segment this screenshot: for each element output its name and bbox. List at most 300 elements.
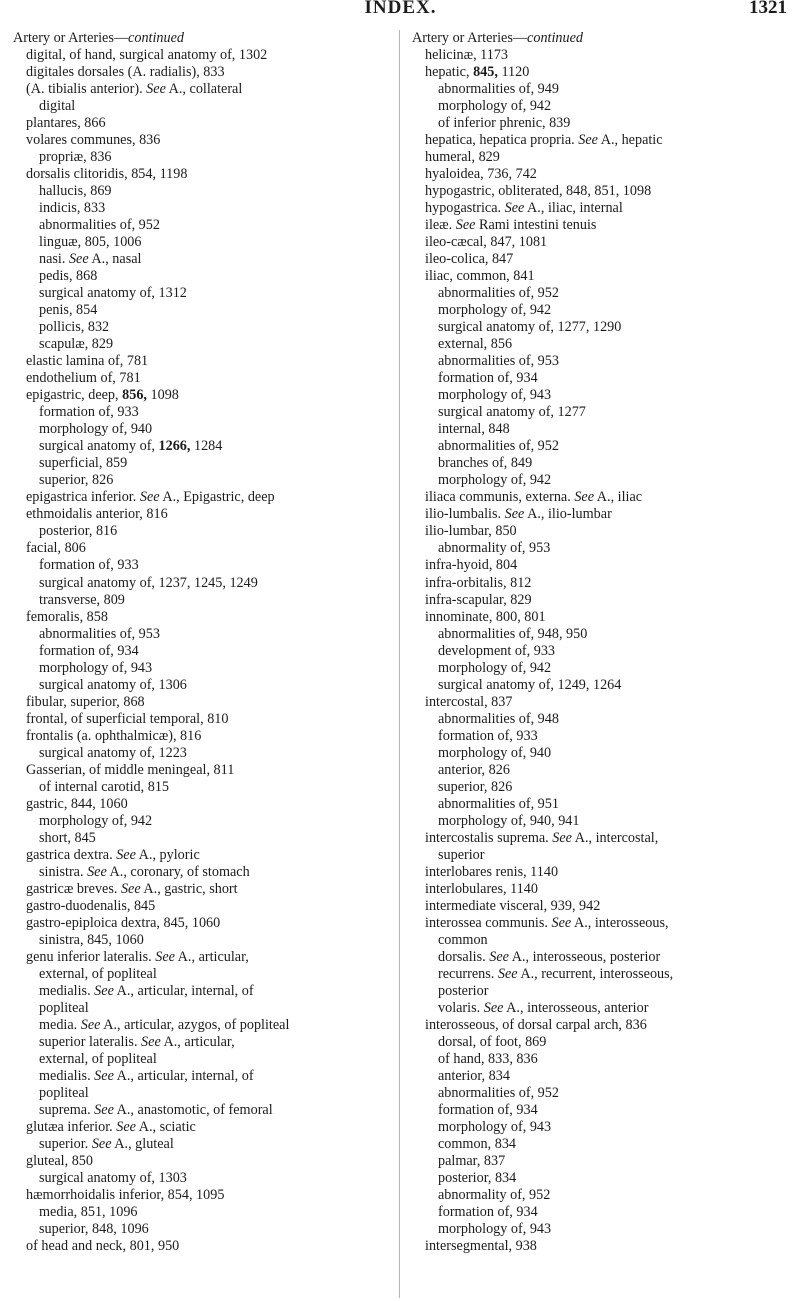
index-entry: [412, 677, 790, 694]
index-entry: [13, 660, 391, 677]
index-entry-text: gastricæ breves.: [26, 880, 121, 897]
index-entry-text: intercostalis suprema.: [425, 829, 553, 846]
index-entry: [412, 609, 790, 626]
column-divider: [399, 30, 400, 1298]
index-entry-text: gastro-duodenalis, 845: [26, 897, 156, 914]
index-entry: [13, 183, 391, 200]
index-entry: [412, 285, 790, 302]
index-entry: [412, 387, 790, 404]
index-entry: [412, 81, 790, 98]
index-entry-text: Artery or Arteries—: [412, 30, 528, 46]
index-entry: [412, 30, 790, 47]
index-entry-tail: A., gluteal: [111, 1136, 174, 1153]
index-entry: [13, 898, 391, 915]
index-entry: [13, 370, 391, 387]
index-entry-text: formation of, 933: [438, 727, 538, 744]
continued-label: continued: [527, 30, 583, 46]
index-entry: [412, 302, 790, 319]
index-entry-text: iliaca communis, externa.: [425, 489, 575, 506]
index-entry: [13, 609, 391, 626]
index-entry: [13, 575, 391, 592]
index-entry: [412, 847, 790, 864]
index-entry: [13, 711, 391, 728]
index-entry-text: surgical anatomy of, 1306: [39, 676, 187, 693]
index-entry-text: femoralis, 858: [26, 608, 108, 625]
index-entry: [13, 1221, 391, 1238]
see-reference: See: [91, 1136, 112, 1153]
index-entry: [13, 557, 391, 574]
index-entry: [412, 660, 790, 677]
index-entry-tail: A., interosseous, posterior: [508, 948, 661, 965]
index-entry: [412, 1187, 790, 1204]
index-entry-text: surgical anatomy of,: [39, 438, 159, 455]
index-entry: [13, 966, 391, 983]
index-entry-text: gastric, 844, 1060: [26, 795, 128, 812]
index-entry-text: frontalis (a. ophthalmicæ), 816: [26, 727, 202, 744]
index-entry-tail: 1284: [190, 438, 223, 455]
index-entry-text: transverse, 809: [39, 591, 125, 608]
index-entry-tail: A., intercostal,: [571, 829, 659, 846]
index-entry: [13, 268, 391, 285]
principal-page-ref: 856,: [122, 387, 147, 404]
index-entry-text: pedis, 868: [39, 268, 98, 285]
index-entry: [13, 1051, 391, 1068]
index-entry: [13, 81, 391, 98]
index-entry: [412, 881, 790, 898]
index-entry: [13, 813, 391, 830]
index-entry: [13, 302, 391, 319]
index-entry-text: dorsalis clitoridis, 854, 1198: [26, 166, 188, 183]
index-entry-text: elastic lamina of, 781: [26, 353, 149, 370]
index-entry: [13, 626, 391, 643]
index-entry: [13, 983, 391, 1000]
index-entry-text: gastrica dextra.: [26, 846, 117, 863]
see-reference: See: [455, 217, 476, 234]
index-entry: [13, 489, 391, 506]
index-entry-text: Gasserian, of middle meningeal, 811: [26, 761, 235, 778]
index-entry: [13, 796, 391, 813]
page-number: 1321: [749, 0, 787, 18]
index-entry-text: formation of, 934: [438, 1204, 538, 1221]
index-entry: [13, 694, 391, 711]
index-entry-text: hypogastrica.: [425, 200, 505, 217]
index-entry-text: penis, 854: [39, 302, 98, 319]
index-entry: [13, 1204, 391, 1221]
index-entry: [412, 813, 790, 830]
index-entry-text: volaris.: [438, 999, 484, 1016]
index-entry-text: surgical anatomy of, 1223: [39, 744, 187, 761]
index-entry-text: common, 834: [438, 1136, 517, 1153]
index-entry: [13, 217, 391, 234]
index-entry-text: morphology of, 943: [438, 1119, 552, 1135]
index-entry-text: epigastrica inferior.: [26, 489, 140, 506]
index-entry-tail: A., iliac, internal: [524, 200, 623, 217]
index-entry: [412, 1204, 790, 1221]
index-entry-text: media.: [39, 1016, 81, 1033]
see-reference: See: [68, 251, 89, 268]
index-entry-text: morphology of, 940: [39, 421, 153, 438]
index-entry-tail: A., articular,: [160, 1033, 235, 1050]
index-entry-text: external, of popliteal: [39, 1050, 157, 1067]
see-reference: See: [139, 489, 160, 506]
index-entry: [412, 711, 790, 728]
index-entry: [412, 234, 790, 251]
index-entry-text: abnormalities of, 951: [438, 795, 559, 812]
index-entry-tail: A., articular, azygos, of popliteal: [100, 1016, 290, 1033]
index-entry-text: scapulæ, 829: [39, 336, 114, 353]
index-entry-text: common: [438, 931, 488, 948]
index-entry-tail: A., gastric, short: [140, 880, 238, 897]
index-entry-tail: Rami intestini tenuis: [475, 217, 597, 234]
index-entry-text: internal, 848: [438, 421, 510, 438]
index-entry-text: of inferior phrenic, 839: [438, 115, 571, 132]
index-entry: [13, 98, 391, 115]
index-entry-text: nasi.: [39, 251, 69, 268]
index-entry: [412, 643, 790, 660]
index-entry: [13, 455, 391, 472]
index-entry: [13, 915, 391, 932]
index-entry: [412, 762, 790, 779]
continued-label: continued: [128, 30, 184, 46]
index-entry-text: abnormalities of, 948, 950: [438, 625, 588, 642]
index-entry-text: formation of, 934: [438, 1101, 538, 1118]
index-entry-text: morphology of, 943: [438, 387, 552, 404]
index-entry-text: surgical anatomy of, 1249, 1264: [438, 676, 622, 693]
index-column-right: [412, 30, 790, 1255]
index-entry-text: abnormalities of, 952: [39, 217, 160, 234]
see-reference: See: [574, 489, 595, 506]
index-entry: [412, 336, 790, 353]
index-entry: [13, 472, 391, 489]
index-entry: [412, 200, 790, 217]
index-entry-text: infra-orbitalis, 812: [425, 574, 532, 591]
index-entry-text: humeral, 829: [425, 149, 500, 166]
index-entry-text: dorsalis.: [438, 948, 490, 965]
index-entry-text: surgical anatomy of, 1277, 1290: [438, 319, 622, 336]
see-reference: See: [504, 200, 525, 217]
index-entry-text: recurrens.: [438, 965, 498, 982]
index-entry-text: epigastric, deep,: [26, 387, 123, 404]
index-entry: [13, 1119, 391, 1136]
index-entry-text: ilio-lumbar, 850: [425, 523, 517, 540]
index-entry: [412, 438, 790, 455]
index-entry-tail: A., articular, internal, of: [113, 982, 254, 999]
index-entry-text: intercostal, 837: [425, 693, 513, 710]
index-entry: [13, 421, 391, 438]
see-reference: See: [155, 948, 175, 965]
index-entry: [13, 30, 391, 47]
index-entry-tail: A., coronary, of stomach: [106, 863, 250, 880]
see-reference: See: [120, 880, 141, 897]
index-entry-text: frontal, of superficial temporal, 810: [26, 710, 229, 727]
index-entry: [412, 915, 790, 932]
index-entry: [412, 540, 790, 557]
index-entry-text: posterior, 816: [39, 523, 118, 540]
index-entry: [412, 353, 790, 370]
index-entry-text: posterior: [438, 982, 489, 999]
principal-page-ref: 1266,: [158, 438, 191, 455]
index-entry-text: posterior, 834: [438, 1170, 517, 1187]
index-entry: [13, 779, 391, 796]
index-entry: [412, 472, 790, 489]
index-entry: [13, 1085, 391, 1102]
index-entry-text: infra-hyoid, 804: [425, 557, 518, 574]
index-entry: [13, 115, 391, 132]
index-entry: [13, 1017, 391, 1034]
index-entry: [412, 149, 790, 166]
index-entry-tail: A., anastomotic, of femoral: [113, 1101, 273, 1118]
index-entry: [412, 319, 790, 336]
index-entry: [13, 1238, 391, 1255]
index-entry-text: development of, 933: [438, 642, 556, 659]
index-entry-text: innominate, 800, 801: [425, 608, 546, 625]
index-entry-tail: A., iliac: [594, 489, 643, 506]
index-entry: [13, 285, 391, 302]
index-entry-text: ileo-colica, 847: [425, 251, 514, 268]
index-entry-text: anterior, 826: [438, 761, 510, 778]
index-entry-text: formation of, 933: [39, 404, 139, 421]
index-entry-text: helicinæ, 1173: [425, 47, 509, 64]
index-entry-text: linguæ, 805, 1006: [39, 234, 142, 251]
index-entry: [13, 506, 391, 523]
index-entry: [13, 1153, 391, 1170]
index-entry-text: short, 845: [39, 829, 96, 846]
index-entry: [13, 949, 391, 966]
index-entry: [412, 1000, 790, 1017]
see-reference: See: [94, 1067, 114, 1084]
index-entry-text: popliteal: [39, 999, 89, 1016]
index-entry-text: formation of, 934: [438, 370, 538, 387]
index-entry-text: superficial, 859: [39, 455, 128, 472]
index-entry: [13, 251, 391, 268]
index-entry-text: intermediate visceral, 939, 942: [425, 897, 601, 914]
index-entry: [412, 1136, 790, 1153]
index-entry-tail: A., ilio-lumbar: [524, 506, 612, 523]
index-entry: [412, 166, 790, 183]
index-entry: [13, 643, 391, 660]
index-entry: [13, 762, 391, 779]
index-entry-text: abnormalities of, 952: [438, 1084, 559, 1101]
see-reference: See: [489, 948, 509, 965]
index-entry-text: ileæ.: [425, 217, 456, 234]
index-entry-text: digital, of hand, surgical anatomy of, 1302: [26, 47, 268, 64]
index-entry: [13, 830, 391, 847]
index-entry: [412, 626, 790, 643]
index-entry-text: infra-scapular, 829: [425, 591, 532, 608]
index-entry-text: external, of popliteal: [39, 965, 157, 982]
index-entry: [13, 319, 391, 336]
index-entry: [412, 983, 790, 1000]
running-title: INDEX.: [364, 0, 437, 18]
index-entry-text: abnormalities of, 953: [39, 625, 160, 642]
index-entry: [412, 796, 790, 813]
index-entry-text: hyaloidea, 736, 742: [425, 166, 537, 183]
index-entry-text: hypogastric, obliterated, 848, 851, 1098: [425, 183, 652, 200]
index-entry-text: ilio-lumbalis.: [425, 506, 505, 523]
index-entry-text: superior, 848, 1096: [39, 1221, 149, 1238]
index-entry-text: digital: [39, 98, 76, 115]
see-reference: See: [94, 982, 114, 999]
index-entry: [13, 387, 391, 404]
index-entry: [13, 64, 391, 81]
index-entry-text: ethmoidalis anterior, 816: [26, 506, 168, 523]
index-entry-text: indicis, 833: [39, 200, 106, 217]
index-entry-text: medialis.: [39, 1067, 95, 1084]
index-entry-tail: A., nasal: [88, 251, 142, 268]
index-entry: [412, 132, 790, 149]
index-entry: [412, 1017, 790, 1034]
index-entry-text: morphology of, 942: [438, 302, 552, 319]
index-entry: [412, 1102, 790, 1119]
index-entry-text: gastro-epiploica dextra, 845, 1060: [26, 914, 221, 931]
index-entry: [412, 949, 790, 966]
index-entry-text: morphology of, 942: [39, 812, 153, 829]
index-entry-text: gluteal, 850: [26, 1153, 93, 1170]
index-entry: [13, 881, 391, 898]
index-entry: [13, 745, 391, 762]
index-entry-text: abnormality of, 952: [438, 1187, 551, 1204]
index-entry: [412, 1153, 790, 1170]
index-entry-text: hæmorrhoidalis inferior, 854, 1095: [26, 1187, 225, 1204]
index-entry: [412, 1119, 790, 1136]
index-entry-text: superior, 826: [39, 472, 114, 489]
index-column-left: [13, 30, 391, 1255]
index-entry-text: ileo-cæcal, 847, 1081: [425, 234, 548, 251]
index-entry-text: digitales dorsales (A. radialis), 833: [26, 64, 225, 81]
index-entry: [412, 557, 790, 574]
index-entry-text: morphology of, 940, 941: [438, 812, 580, 829]
index-entry-text: plantares, 866: [26, 115, 106, 132]
index-entry-text: genu inferior lateralis.: [26, 948, 156, 965]
index-entry-text: morphology of, 943: [39, 659, 153, 676]
index-entry: [412, 506, 790, 523]
index-entry-text: endothelium of, 781: [26, 370, 141, 387]
index-entry-tail: A., articular,: [174, 948, 249, 965]
see-reference: See: [116, 1119, 136, 1135]
index-entry: [412, 966, 790, 983]
index-entry-text: hallucis, 869: [39, 183, 112, 200]
index-entry: [412, 728, 790, 745]
see-reference: See: [497, 965, 518, 982]
index-entry-tail: A., articular, internal, of: [113, 1067, 254, 1084]
index-entry: [13, 523, 391, 540]
index-entry: [412, 1221, 790, 1238]
see-reference: See: [141, 1033, 161, 1050]
index-entry-text: morphology of, 940: [438, 744, 552, 761]
index-entry-text: iliac, common, 841: [425, 268, 535, 285]
index-entry-text: pollicis, 832: [39, 319, 110, 336]
index-entry-text: of hand, 833, 836: [438, 1050, 538, 1067]
index-entry-text: of internal carotid, 815: [39, 778, 170, 795]
index-entry: [13, 847, 391, 864]
index-entry: [412, 830, 790, 847]
index-entry-tail: A., interosseous, anterior: [503, 999, 649, 1016]
index-entry-text: external, 856: [438, 336, 513, 353]
index-entry-text: sinistra, 845, 1060: [39, 931, 144, 948]
index-entry-text: morphology of, 943: [438, 1221, 552, 1238]
index-entry-text: surgical anatomy of, 1303: [39, 1170, 187, 1187]
see-reference: See: [146, 81, 166, 98]
index-entry: [412, 1170, 790, 1187]
index-entry: [13, 592, 391, 609]
index-entry-tail: A., sciatic: [135, 1119, 196, 1135]
index-entry-text: abnormalities of, 948: [438, 710, 559, 727]
index-entry: [412, 779, 790, 796]
index-entry: [412, 404, 790, 421]
see-reference: See: [94, 1101, 114, 1118]
index-entry: [13, 47, 391, 64]
index-entry-text: abnormalities of, 952: [438, 438, 559, 455]
index-entry: [13, 1136, 391, 1153]
index-entry: [412, 1051, 790, 1068]
index-entry-tail: A., interosseous,: [571, 914, 669, 931]
index-entry: [13, 353, 391, 370]
index-entry-text: abnormalities of, 953: [438, 353, 559, 370]
index-entry-text: media, 851, 1096: [39, 1204, 138, 1221]
index-entry: [412, 1068, 790, 1085]
index-entry-text: superior, 826: [438, 778, 513, 795]
index-entry-text: formation of, 934: [39, 642, 139, 659]
index-entry-text: propriæ, 836: [39, 149, 112, 166]
index-entry-text: volares communes, 836: [26, 132, 161, 149]
index-entry: [13, 932, 391, 949]
see-reference: See: [578, 132, 598, 149]
index-entry: [412, 183, 790, 200]
see-reference: See: [87, 863, 107, 880]
index-entry-text: hepatic,: [425, 64, 474, 81]
index-entry: [412, 64, 790, 81]
index-entry: [13, 540, 391, 557]
index-entry-tail: A., hepatic: [597, 132, 663, 149]
index-entry-text: of head and neck, 801, 950: [26, 1238, 180, 1255]
index-entry-text: interlobulares, 1140: [425, 880, 538, 897]
index-entry-text: superior lateralis.: [39, 1033, 142, 1050]
index-entry: [13, 234, 391, 251]
index-entry-text: hepatica, hepatica propria.: [425, 132, 579, 149]
index-entry-text: popliteal: [39, 1084, 89, 1101]
index-entry: [13, 132, 391, 149]
index-entry: [13, 1187, 391, 1204]
index-entry-text: abnormality of, 953: [438, 540, 551, 557]
index-entry: [412, 421, 790, 438]
index-entry-text: superior: [438, 846, 485, 863]
index-entry: [412, 575, 790, 592]
index-entry-tail: A., collateral: [165, 81, 243, 98]
see-reference: See: [80, 1016, 101, 1033]
index-entry-tail: A., recurrent, interosseous,: [517, 965, 674, 982]
index-entry: [13, 1068, 391, 1085]
index-entry: [412, 1085, 790, 1102]
index-entry: [13, 1000, 391, 1017]
index-entry-text: intersegmental, 938: [425, 1238, 537, 1255]
index-entry-text: interosseous, of dorsal carpal arch, 836: [425, 1016, 647, 1033]
index-entry-text: surgical anatomy of, 1237, 1245, 1249: [39, 574, 258, 591]
index-entry: [412, 592, 790, 609]
index-entry: [13, 1034, 391, 1051]
index-entry-text: fibular, superior, 868: [26, 693, 145, 710]
index-entry-text: medialis.: [39, 982, 95, 999]
index-entry: [13, 438, 391, 455]
see-reference: See: [552, 829, 572, 846]
index-entry-text: branches of, 849: [438, 455, 533, 472]
index-entry: [13, 336, 391, 353]
principal-page-ref: 845,: [473, 64, 498, 81]
index-entry: [412, 898, 790, 915]
index-entry: [412, 745, 790, 762]
index-entry: [412, 115, 790, 132]
index-entry-text: anterior, 834: [438, 1067, 510, 1084]
index-entry-text: palmar, 837: [438, 1153, 506, 1170]
